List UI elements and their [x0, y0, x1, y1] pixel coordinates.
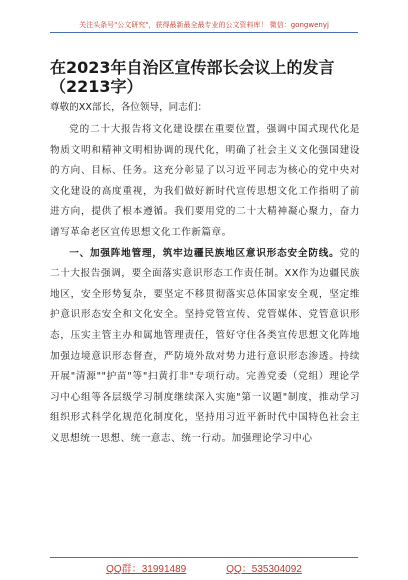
document-title [50, 58, 368, 96]
greeting: 尊敬的XX部长，各位领导，同志们： [50, 102, 208, 113]
footer-contact [50, 557, 358, 575]
section-heading: 一、加强阵地管理，筑牢边疆民族地区意识形态安全防线。 [69, 247, 340, 259]
paragraph-section-1 [50, 244, 360, 450]
document-body [50, 120, 360, 450]
footer-qq[interactable]: QQ：535304092 [226, 564, 302, 575]
title-line-1: 在2023年自治区宣传部长会议上的发言 [50, 58, 335, 77]
header-banner: 关注头条号"公文研究"，获得最新最全最专业的公文资料库！ 微信：gongwenyj [50, 20, 358, 33]
paragraph-intro: 党的二十大报告将文化建设摆在重要位置，强调中国式现代化是物质文明和精神文明相协调的现代化，明确了社会主义文化强国建设的方向、目标、任务。这充分彰显了以习近平同志为核心的党中央对文化建设的高度重视，为我们做好新时代宣传思想文化工作指明了前进方向，提供了根本遵循。我们要用党的二十大精神凝心聚力，奋力谱写革命老区宣传思想文化工作新篇章。 [50, 124, 360, 238]
title-word-count: （2213字） [50, 77, 143, 96]
section-body: 党的二十大报告强调，要全面落实意识形态工作责任制。XX作为边疆民族地区，安全形势复杂，要坚定不移贯彻落实总体国家安全观，坚定维护意识形态安全和文化安全。坚持党管宣传、党管媒体、党管意识形态，压实主管主办和属地管理责任，管好守住各类宣传思想文化阵地加强边境意识形态督查，严防境外敌对势力进行意识形态渗透。持续开展"清源""护苗"等"扫黄打非"专项行动。完善党委（党组）理论学习中心组等各层级学习制度继续深入实施"第一议题"制度，推动学习组织形式科学化规范化制度化，坚持用习近平新时代中国特色社会主义思想统一思想、统一意志、统一行动。加强理论学习中心 [50, 247, 361, 444]
footer-qq-group[interactable]: QQ群：31991489 [106, 564, 187, 575]
